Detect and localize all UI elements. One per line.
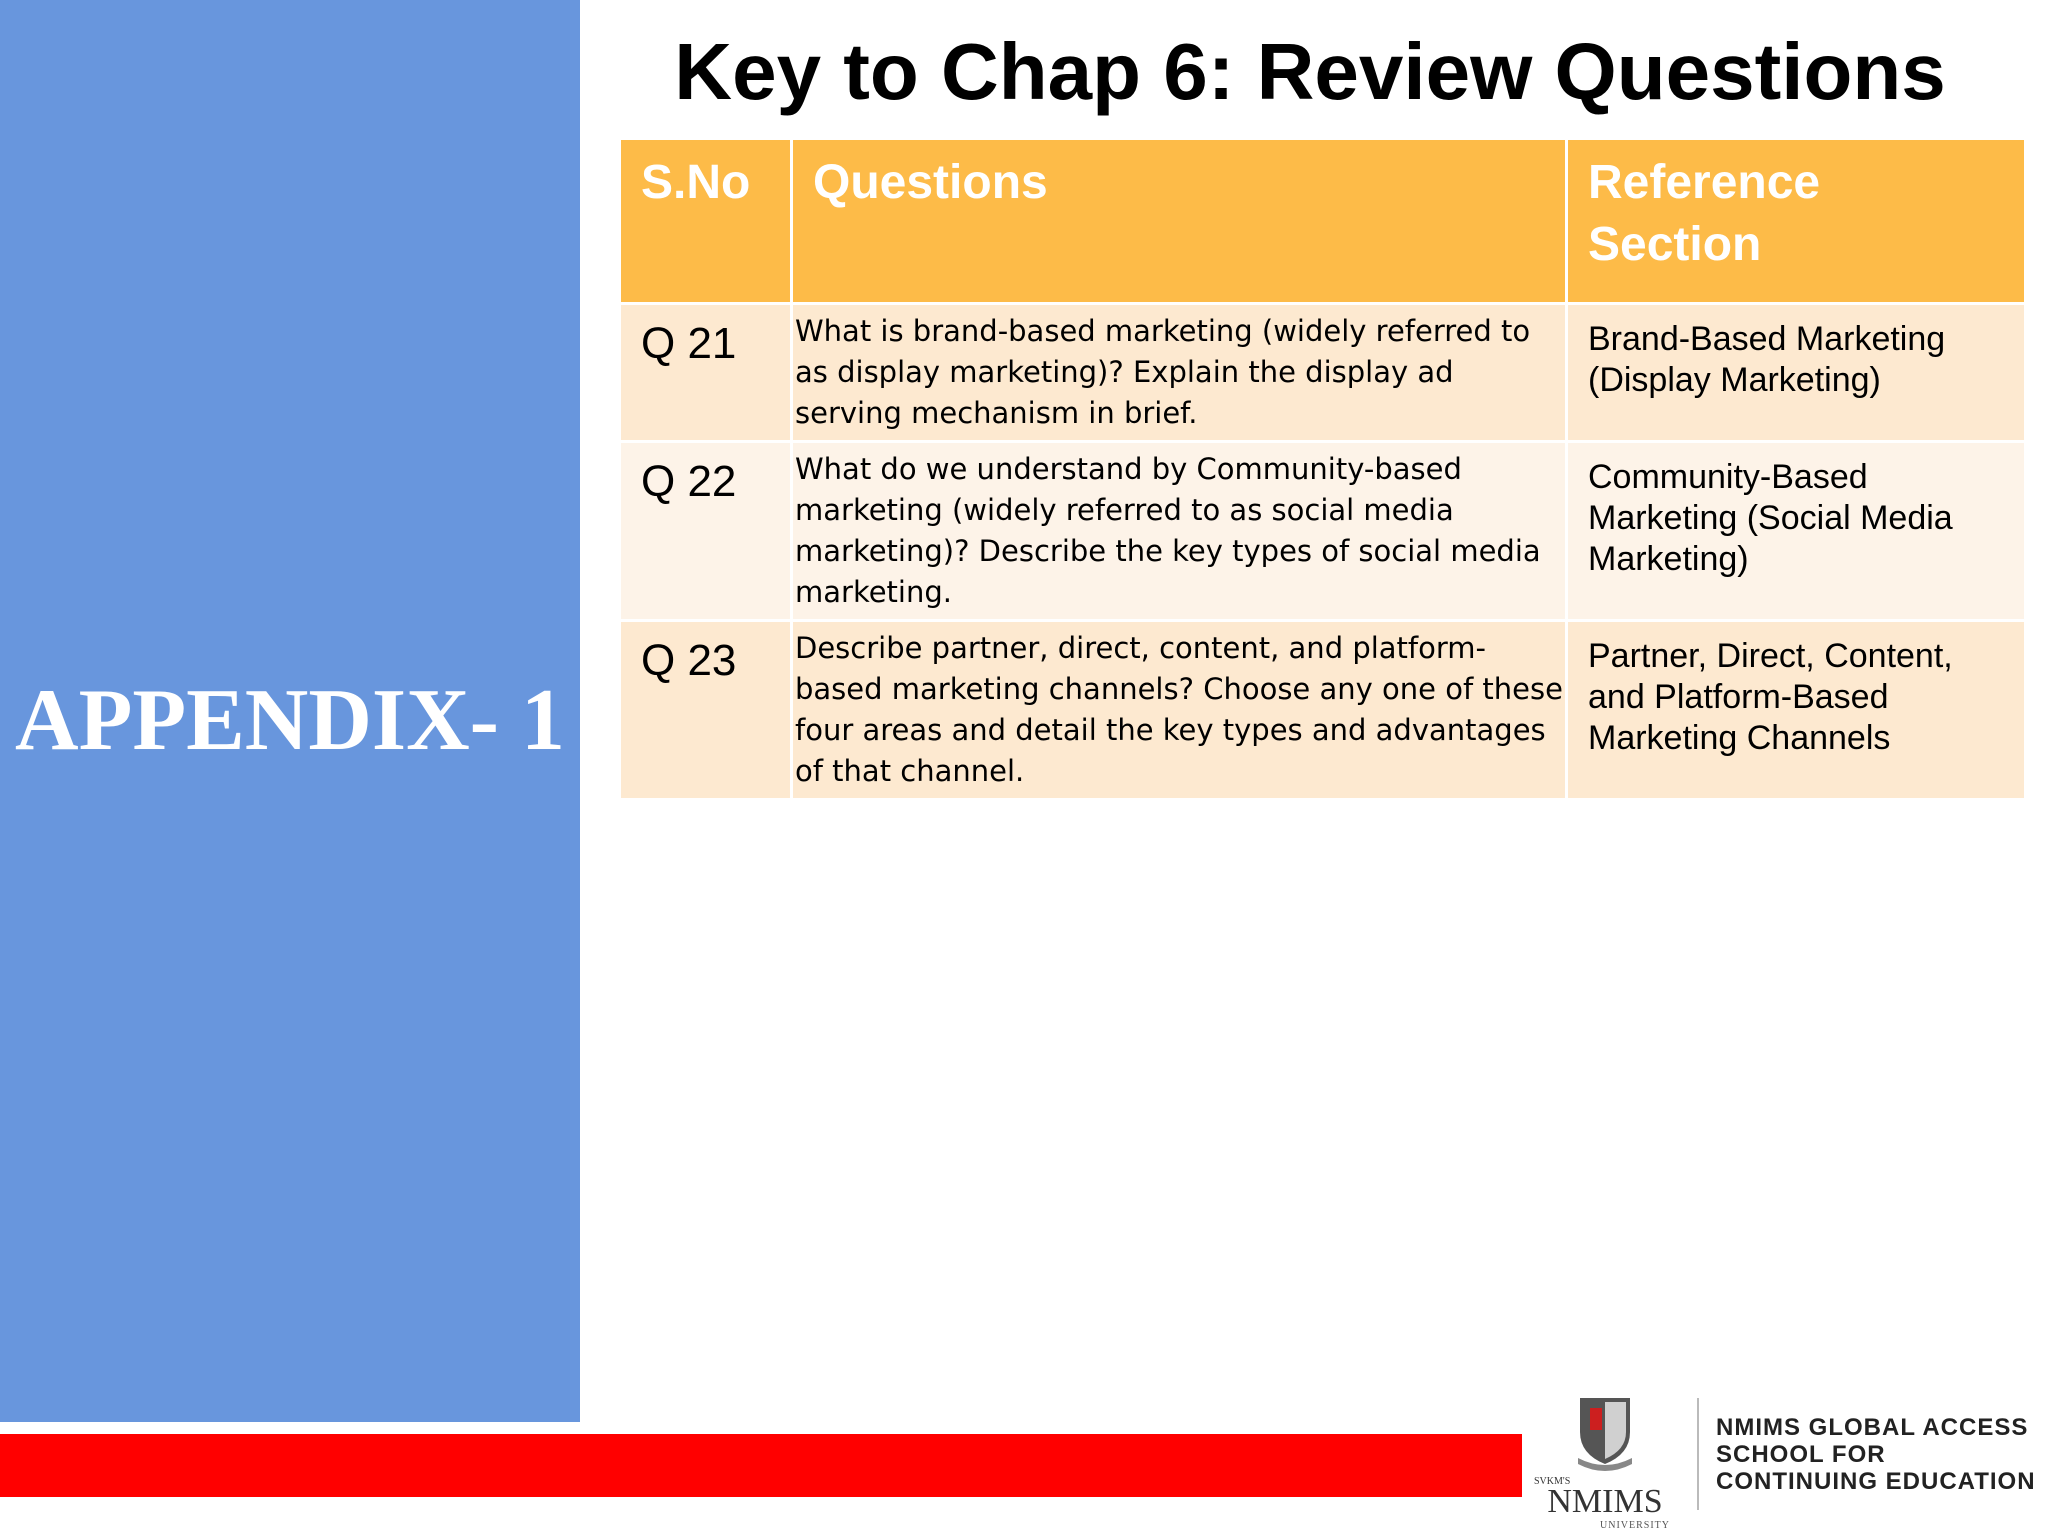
nmims-shield-icon [1578, 1398, 1632, 1471]
row-question: What do we understand by Community-based marketing (widely referred to as social media marketing)? Describe the key types of social media marketing. [792, 442, 1567, 621]
table-row [620, 442, 2026, 621]
row-sno: Q 22 [620, 442, 792, 621]
school-line-3: CONTINUING EDUCATION [1716, 1468, 2036, 1495]
row-question: What is brand-based marketing (widely referred to as display marketing)? Explain the display ad serving mechanism in brief. [792, 304, 1567, 442]
table-row [620, 304, 2026, 442]
row-sno: Q 21 [620, 304, 792, 442]
school-line-2: SCHOOL FOR [1716, 1441, 1886, 1468]
logo-name: NMIMS [1547, 1483, 1663, 1520]
row-reference: Brand-Based Marketing (Display Marketing) [1567, 304, 2026, 442]
header-reference-section: Reference Section [1567, 139, 2026, 304]
footer-red-bar [0, 1434, 1522, 1497]
row-sno: Q 23 [620, 621, 792, 800]
header-sno: S.No [620, 139, 792, 304]
slide-title: Key to Chap 6: Review Questions [674, 27, 1946, 116]
logo-prefix: SVKM'S [1534, 1476, 1571, 1487]
logo-sub: UNIVERSITY [1600, 1520, 1670, 1531]
review-questions-table [618, 137, 2027, 801]
table-row [620, 621, 2026, 800]
row-question: Describe partner, direct, content, and platform-based marketing channels? Choose any one of these four areas and detail the key types and advantages of that channel. [792, 621, 1567, 800]
school-name [1716, 1414, 2036, 1495]
school-line-1: NMIMS GLOBAL ACCESS [1716, 1414, 2029, 1441]
table-header-row [620, 139, 2026, 304]
row-reference: Partner, Direct, Content, and Platform-Based Marketing Channels [1567, 621, 2026, 800]
appendix-label: APPENDIX- 1 [15, 672, 565, 769]
header-questions: Questions [792, 139, 1567, 304]
nmims-logo [1530, 1392, 1680, 1532]
logo-divider [1697, 1398, 1699, 1510]
row-reference: Community-Based Marketing (Social Media Marketing) [1567, 442, 2026, 621]
